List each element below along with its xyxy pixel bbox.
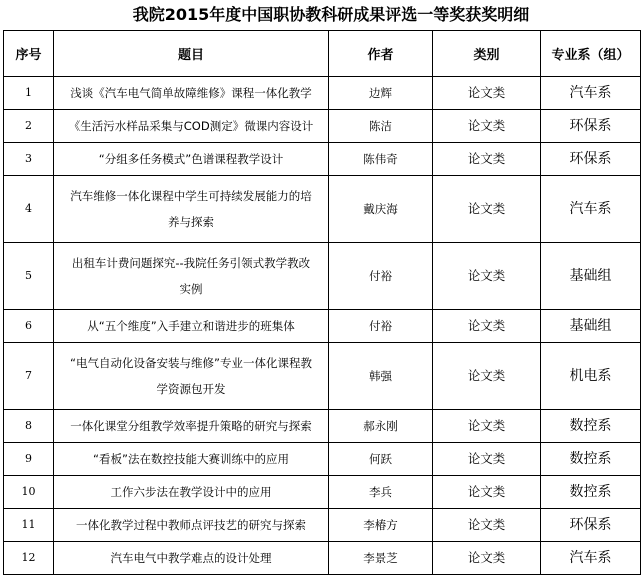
cell-author: 付裕	[329, 310, 433, 343]
cell-author: 李兵	[329, 476, 433, 509]
cell-author: 李椿方	[329, 509, 433, 542]
cell-dept: 环保系	[541, 509, 641, 542]
cell-title: 《生活污水样品采集与COD测定》微课内容设计	[54, 110, 329, 143]
header-category: 类别	[433, 31, 541, 77]
header-dept: 专业系（组）	[541, 31, 641, 77]
table-header-row	[4, 31, 641, 77]
cell-dept: 环保系	[541, 143, 641, 176]
cell-dept: 汽车系	[541, 176, 641, 243]
awards-table	[3, 30, 641, 575]
cell-no: 1	[4, 77, 54, 110]
cell-title: 从“五个维度”入手建立和谐进步的班集体	[54, 310, 329, 343]
cell-no: 2	[4, 110, 54, 143]
table-row	[4, 443, 641, 476]
cell-dept: 机电系	[541, 343, 641, 410]
cell-category: 论文类	[433, 476, 541, 509]
cell-title: “分组多任务模式”色谱课程教学设计	[54, 143, 329, 176]
cell-author: 陈伟奇	[329, 143, 433, 176]
table-row	[4, 243, 641, 310]
cell-category: 论文类	[433, 176, 541, 243]
cell-dept: 汽车系	[541, 77, 641, 110]
table-row	[4, 176, 641, 243]
cell-no: 8	[4, 410, 54, 443]
header-no: 序号	[4, 31, 54, 77]
cell-category: 论文类	[433, 410, 541, 443]
cell-category: 论文类	[433, 143, 541, 176]
table-row	[4, 143, 641, 176]
document-title: 我院2015年度中国职协教科研成果评选一等奖获奖明细	[132, 5, 530, 24]
cell-no: 10	[4, 476, 54, 509]
table-row	[4, 509, 641, 542]
cell-title: 出租车计费问题探究--我院任务引领式教学教改实例	[54, 243, 329, 310]
cell-author: 陈洁	[329, 110, 433, 143]
cell-dept: 汽车系	[541, 542, 641, 575]
cell-author: 李景芝	[329, 542, 433, 575]
header-author: 作者	[329, 31, 433, 77]
cell-author: 韩强	[329, 343, 433, 410]
cell-no: 9	[4, 443, 54, 476]
cell-no: 4	[4, 176, 54, 243]
cell-no: 12	[4, 542, 54, 575]
header-title: 题目	[54, 31, 329, 77]
cell-no: 6	[4, 310, 54, 343]
cell-category: 论文类	[433, 243, 541, 310]
table-row	[4, 476, 641, 509]
cell-category: 论文类	[433, 110, 541, 143]
cell-category: 论文类	[433, 443, 541, 476]
cell-category: 论文类	[433, 77, 541, 110]
cell-dept: 数控系	[541, 410, 641, 443]
cell-dept: 数控系	[541, 443, 641, 476]
cell-dept: 基础组	[541, 310, 641, 343]
table-row	[4, 343, 641, 410]
cell-author: 何跃	[329, 443, 433, 476]
cell-category: 论文类	[433, 509, 541, 542]
cell-category: 论文类	[433, 542, 541, 575]
table-row	[4, 310, 641, 343]
table-row	[4, 77, 641, 110]
cell-no: 3	[4, 143, 54, 176]
cell-title: 汽车电气中教学难点的设计处理	[54, 542, 329, 575]
cell-dept: 基础组	[541, 243, 641, 310]
cell-no: 5	[4, 243, 54, 310]
cell-category: 论文类	[433, 343, 541, 410]
cell-title: “看板”法在数控技能大赛训练中的应用	[54, 443, 329, 476]
cell-title: 浅谈《汽车电气简单故障维修》课程一体化教学	[54, 77, 329, 110]
cell-dept: 环保系	[541, 110, 641, 143]
cell-author: 付裕	[329, 243, 433, 310]
cell-category: 论文类	[433, 310, 541, 343]
table-row	[4, 542, 641, 575]
cell-no: 11	[4, 509, 54, 542]
cell-title: 工作六步法在教学设计中的应用	[54, 476, 329, 509]
cell-title: 一体化课堂分组教学效率提升策略的研究与探索	[54, 410, 329, 443]
cell-author: 戴庆海	[329, 176, 433, 243]
cell-title: 汽车维修一体化课程中学生可持续发展能力的培养与探索	[54, 176, 329, 243]
cell-dept: 数控系	[541, 476, 641, 509]
table-row	[4, 410, 641, 443]
cell-title: 一体化教学过程中教师点评技艺的研究与探索	[54, 509, 329, 542]
cell-no: 7	[4, 343, 54, 410]
cell-author: 边辉	[329, 77, 433, 110]
cell-title: “电气自动化设备安装与维修”专业一体化课程教学资源包开发	[54, 343, 329, 410]
cell-author: 郝永刚	[329, 410, 433, 443]
table-row	[4, 110, 641, 143]
